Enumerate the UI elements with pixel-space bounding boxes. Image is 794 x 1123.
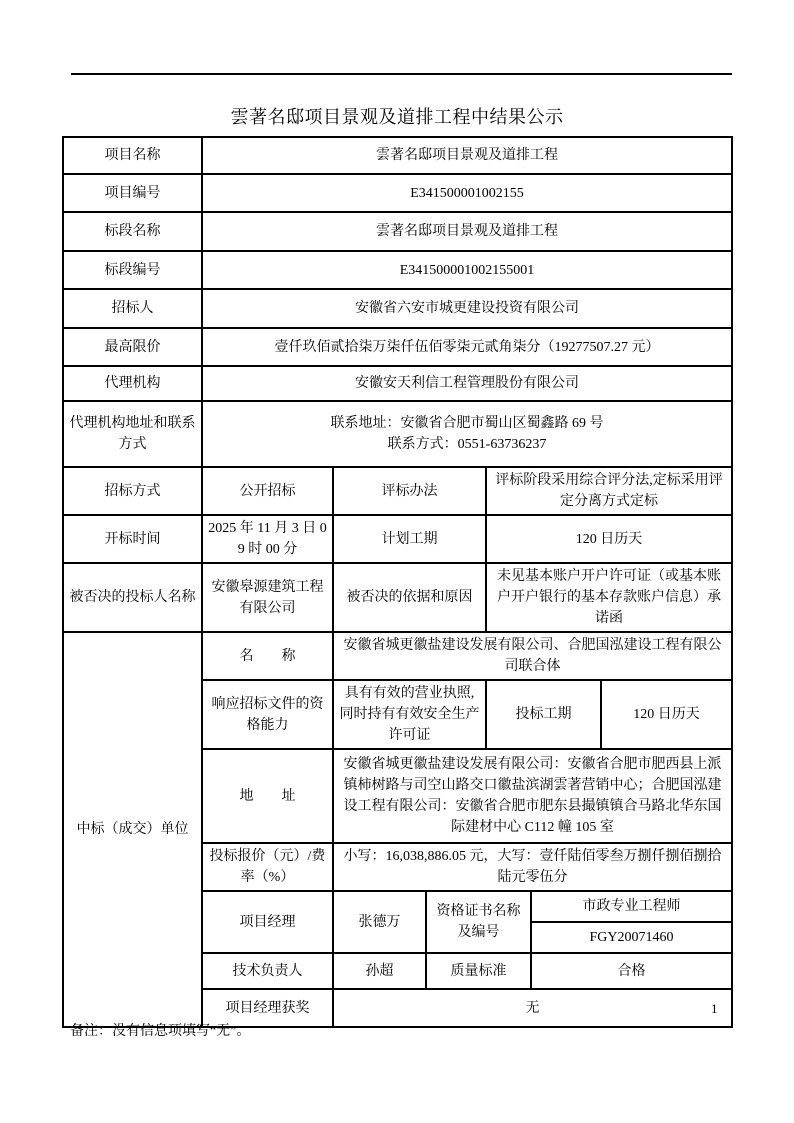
winner-manager-label: 项目经理	[202, 891, 333, 953]
project-name-value: 雲著名邸项目景观及道排工程	[202, 137, 732, 174]
agency-contact-address: 联系地址：安徽省合肥市蜀山区蜀鑫路 69 号	[330, 416, 604, 431]
winner-tech-lead-label: 技术负责人	[202, 953, 333, 989]
section-code-label: 标段编号	[63, 251, 202, 289]
bid-result-table	[62, 136, 733, 1028]
winner-awards-label: 项目经理获奖	[202, 989, 333, 1027]
winner-manager-value: 张德万	[333, 891, 426, 953]
winner-quality-value: 合格	[531, 953, 732, 989]
winner-certificate-label: 资格证书名称及编号	[426, 891, 531, 953]
winner-address-label: 地 址	[202, 749, 333, 843]
project-code-value: E341500001002155	[202, 174, 732, 212]
winner-qualification-value: 具有有效的营业执照,同时持有有效安全生产许可证	[333, 680, 486, 749]
table-row	[63, 515, 732, 563]
winner-certificate-name: 市政专业工程师	[531, 891, 732, 922]
table-row	[63, 174, 732, 212]
agency-value: 安徽安天利信工程管理股份有限公司	[202, 366, 732, 401]
winner-address-value: 安徽省城更徽盐建设发展有限公司：安徽省合肥市肥西县上派镇柿树路与司空山路交口徽盐滨湖雲著营销中心；合肥国泓建设工程有限公司：安徽省合肥市肥东县撮镇镇合马路北华东国际建材中心 C112 幢 105 室	[333, 749, 732, 843]
winner-section-label: 中标（成交）单位	[63, 632, 202, 1027]
agency-contact-phone: 联系方式：0551-63736237	[387, 437, 547, 452]
winner-bid-price-value: 小写：16,038,886.05 元，大写：壹仟陆佰零叁万捌仟捌佰捌拾陆元零伍分	[333, 843, 732, 891]
page-number: 1	[711, 1001, 718, 1016]
winner-awards-value: 无	[333, 989, 732, 1027]
winner-qualification-label: 响应招标文件的资格能力	[202, 680, 333, 749]
table-row	[63, 366, 732, 401]
agency-contact-value	[202, 401, 732, 467]
header-rule	[71, 73, 732, 75]
tender-method-value: 公开招标	[202, 467, 333, 515]
page-title: 雲著名邸项目景观及道排工程中结果公示	[230, 107, 564, 127]
tenderee-label: 招标人	[63, 289, 202, 328]
rejected-bidder-label: 被否决的投标人名称	[63, 563, 202, 632]
agency-contact-label: 代理机构地址和联系方式	[63, 401, 202, 467]
winner-quality-label: 质量标准	[426, 953, 531, 989]
max-price-value: 壹仟玖佰贰拾柒万柒仟伍佰零柒元贰角柒分（19277507.27 元）	[202, 328, 732, 366]
winner-bid-duration-label: 投标工期	[486, 680, 601, 749]
footnote: 备注：没有信息项填写“无”。	[70, 1024, 251, 1039]
bid-opening-time-value: 2025 年 11 月 3 日 09 时 00 分	[202, 515, 333, 563]
max-price-label: 最高限价	[63, 328, 202, 366]
evaluation-method-label: 评标办法	[333, 467, 486, 515]
table-row	[63, 632, 732, 680]
bid-opening-time-label: 开标时间	[63, 515, 202, 563]
table-row	[63, 212, 732, 251]
rejected-bidder-value: 安徽皋源建筑工程有限公司	[202, 563, 333, 632]
winner-certificate-number: FGY20071460	[531, 922, 732, 953]
planned-duration-value: 120 日历天	[486, 515, 732, 563]
winner-bid-price-label: 投标报价（元）/费率（%）	[202, 843, 333, 891]
winner-name-value: 安徽省城更徽盐建设发展有限公司、合肥国泓建设工程有限公司联合体	[333, 632, 732, 680]
agency-label: 代理机构	[63, 366, 202, 401]
table-row	[63, 328, 732, 366]
table-row	[63, 137, 732, 174]
table-row	[63, 251, 732, 289]
winner-name-label: 名 称	[202, 632, 333, 680]
section-code-value: E341500001002155001	[202, 251, 732, 289]
table-row	[63, 563, 732, 632]
evaluation-method-value: 评标阶段采用综合评分法,定标采用评定分离方式定标	[486, 467, 732, 515]
tender-method-label: 招标方式	[63, 467, 202, 515]
winner-bid-duration-value: 120 日历天	[601, 680, 732, 749]
section-name-value: 雲著名邸项目景观及道排工程	[202, 212, 732, 251]
rejection-reason-value: 未见基本账户开户许可证（或基本账户开户银行的基本存款账户信息）承诺函	[486, 563, 732, 632]
project-code-label: 项目编号	[63, 174, 202, 212]
table-row	[63, 467, 732, 515]
rejection-reason-label: 被否决的依据和原因	[333, 563, 486, 632]
planned-duration-label: 计划工期	[333, 515, 486, 563]
table-row	[63, 401, 732, 467]
project-name-label: 项目名称	[63, 137, 202, 174]
winner-tech-lead-value: 孙超	[333, 953, 426, 989]
table-row	[63, 289, 732, 328]
section-name-label: 标段名称	[63, 212, 202, 251]
tenderee-value: 安徽省六安市城更建设投资有限公司	[202, 289, 732, 328]
